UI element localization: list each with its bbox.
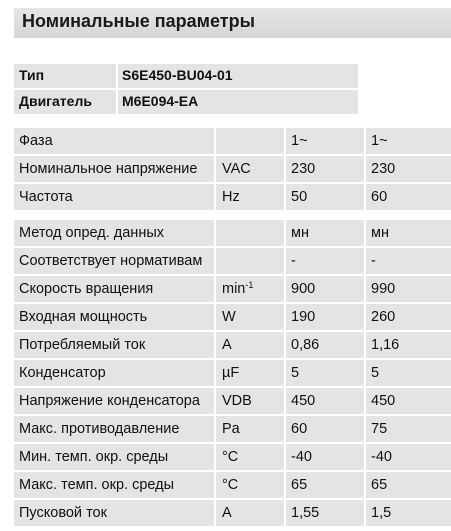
parameter-row bbox=[14, 388, 451, 414]
parameter-row bbox=[14, 184, 451, 210]
parameter-unit bbox=[216, 128, 284, 154]
parameter-unit bbox=[216, 276, 284, 302]
parameter-row bbox=[14, 128, 451, 154]
parameter-row bbox=[14, 276, 451, 302]
parameter-name: Макс. противодавление bbox=[14, 416, 214, 442]
unit-exponent: -1 bbox=[245, 280, 254, 290]
parameter-unit bbox=[216, 472, 284, 498]
value-column-1: 65 bbox=[286, 472, 364, 498]
parameter-name: Мин. темп. окр. среды bbox=[14, 444, 214, 470]
value-column-2: 990 bbox=[366, 276, 451, 302]
parameter-row bbox=[14, 332, 451, 358]
value-column-1: 230 bbox=[286, 156, 364, 182]
parameter-row bbox=[14, 444, 451, 470]
parameter-name: Пусковой ток bbox=[14, 500, 214, 526]
parameter-name: Номинальное напряжение bbox=[14, 156, 214, 182]
parameter-unit bbox=[216, 360, 284, 386]
parameter-row bbox=[14, 360, 451, 386]
value-column-1: 0,86 bbox=[286, 332, 364, 358]
parameter-unit bbox=[216, 416, 284, 442]
value-column-2: 5 bbox=[366, 360, 451, 386]
parameter-row bbox=[14, 156, 451, 182]
parameter-row bbox=[14, 304, 451, 330]
section-header bbox=[14, 8, 451, 38]
parameter-unit bbox=[216, 500, 284, 526]
parameter-name: Входная мощность bbox=[14, 304, 214, 330]
parameter-unit bbox=[216, 304, 284, 330]
unit-text: VDB bbox=[222, 393, 252, 409]
unit-text: Pa bbox=[222, 421, 240, 437]
unit-text: min bbox=[222, 281, 246, 297]
value-column-2: 60 bbox=[366, 184, 451, 210]
parameter-unit bbox=[216, 248, 284, 274]
value-column-2: 230 bbox=[366, 156, 451, 182]
value-column-1: 190 bbox=[286, 304, 364, 330]
value-column-2: 1,16 bbox=[366, 332, 451, 358]
value-column-2: -40 bbox=[366, 444, 451, 470]
value-column-2: 450 bbox=[366, 388, 451, 414]
value-column-1: мн bbox=[286, 220, 364, 246]
value-column-1: 50 bbox=[286, 184, 364, 210]
type-row bbox=[14, 64, 358, 88]
value-column-1: 60 bbox=[286, 416, 364, 442]
type-label: Тип bbox=[19, 67, 45, 83]
parameter-name: Потребляемый ток bbox=[14, 332, 214, 358]
value-column-2: 65 bbox=[366, 472, 451, 498]
parameter-name: Напряжение конденсатора bbox=[14, 388, 214, 414]
unit-text: Hz bbox=[222, 189, 240, 205]
value-column-2: мн bbox=[366, 220, 451, 246]
parameter-unit bbox=[216, 388, 284, 414]
value-column-1: 900 bbox=[286, 276, 364, 302]
type-value: S6E450-BU04-01 bbox=[122, 67, 233, 83]
unit-text: A bbox=[222, 505, 232, 521]
parameter-row bbox=[14, 416, 451, 442]
unit-text: °C bbox=[222, 477, 239, 493]
value-column-2: 260 bbox=[366, 304, 451, 330]
unit-text: VAC bbox=[222, 161, 251, 177]
section-title: Номинальные параметры bbox=[22, 11, 255, 31]
divider bbox=[116, 64, 118, 88]
parameter-row bbox=[14, 220, 451, 246]
parameter-row bbox=[14, 472, 451, 498]
motor-row bbox=[14, 90, 358, 114]
motor-label: Двигатель bbox=[19, 93, 92, 109]
parameter-name: Конденсатор bbox=[14, 360, 214, 386]
parameter-name: Частота bbox=[14, 184, 214, 210]
value-column-1: - bbox=[286, 248, 364, 274]
value-column-1: 5 bbox=[286, 360, 364, 386]
parameter-unit bbox=[216, 332, 284, 358]
value-column-1: 1,55 bbox=[286, 500, 364, 526]
parameter-row bbox=[14, 500, 451, 526]
parameter-unit bbox=[216, 444, 284, 470]
value-column-1: -40 bbox=[286, 444, 364, 470]
value-column-2: 1,5 bbox=[366, 500, 451, 526]
parameter-unit bbox=[216, 220, 284, 246]
parameter-name: Фаза bbox=[14, 128, 214, 154]
parameter-unit bbox=[216, 156, 284, 182]
unit-text: W bbox=[222, 309, 236, 325]
parameter-name: Метод опред. данных bbox=[14, 220, 214, 246]
value-column-2: 75 bbox=[366, 416, 451, 442]
parameter-name: Скорость вращения bbox=[14, 276, 214, 302]
motor-value: M6E094-EA bbox=[122, 93, 199, 109]
value-column-1: 450 bbox=[286, 388, 364, 414]
parameter-row bbox=[14, 248, 451, 274]
parameter-name: Соответствует нормативам bbox=[14, 248, 214, 274]
value-column-2: 1~ bbox=[366, 128, 451, 154]
divider bbox=[116, 90, 118, 114]
unit-text: A bbox=[222, 337, 232, 353]
value-column-2: - bbox=[366, 248, 451, 274]
unit-text: °C bbox=[222, 449, 239, 465]
value-column-1: 1~ bbox=[286, 128, 364, 154]
parameter-unit bbox=[216, 184, 284, 210]
unit-text: µF bbox=[222, 365, 240, 381]
parameter-name: Макс. темп. окр. среды bbox=[14, 472, 214, 498]
